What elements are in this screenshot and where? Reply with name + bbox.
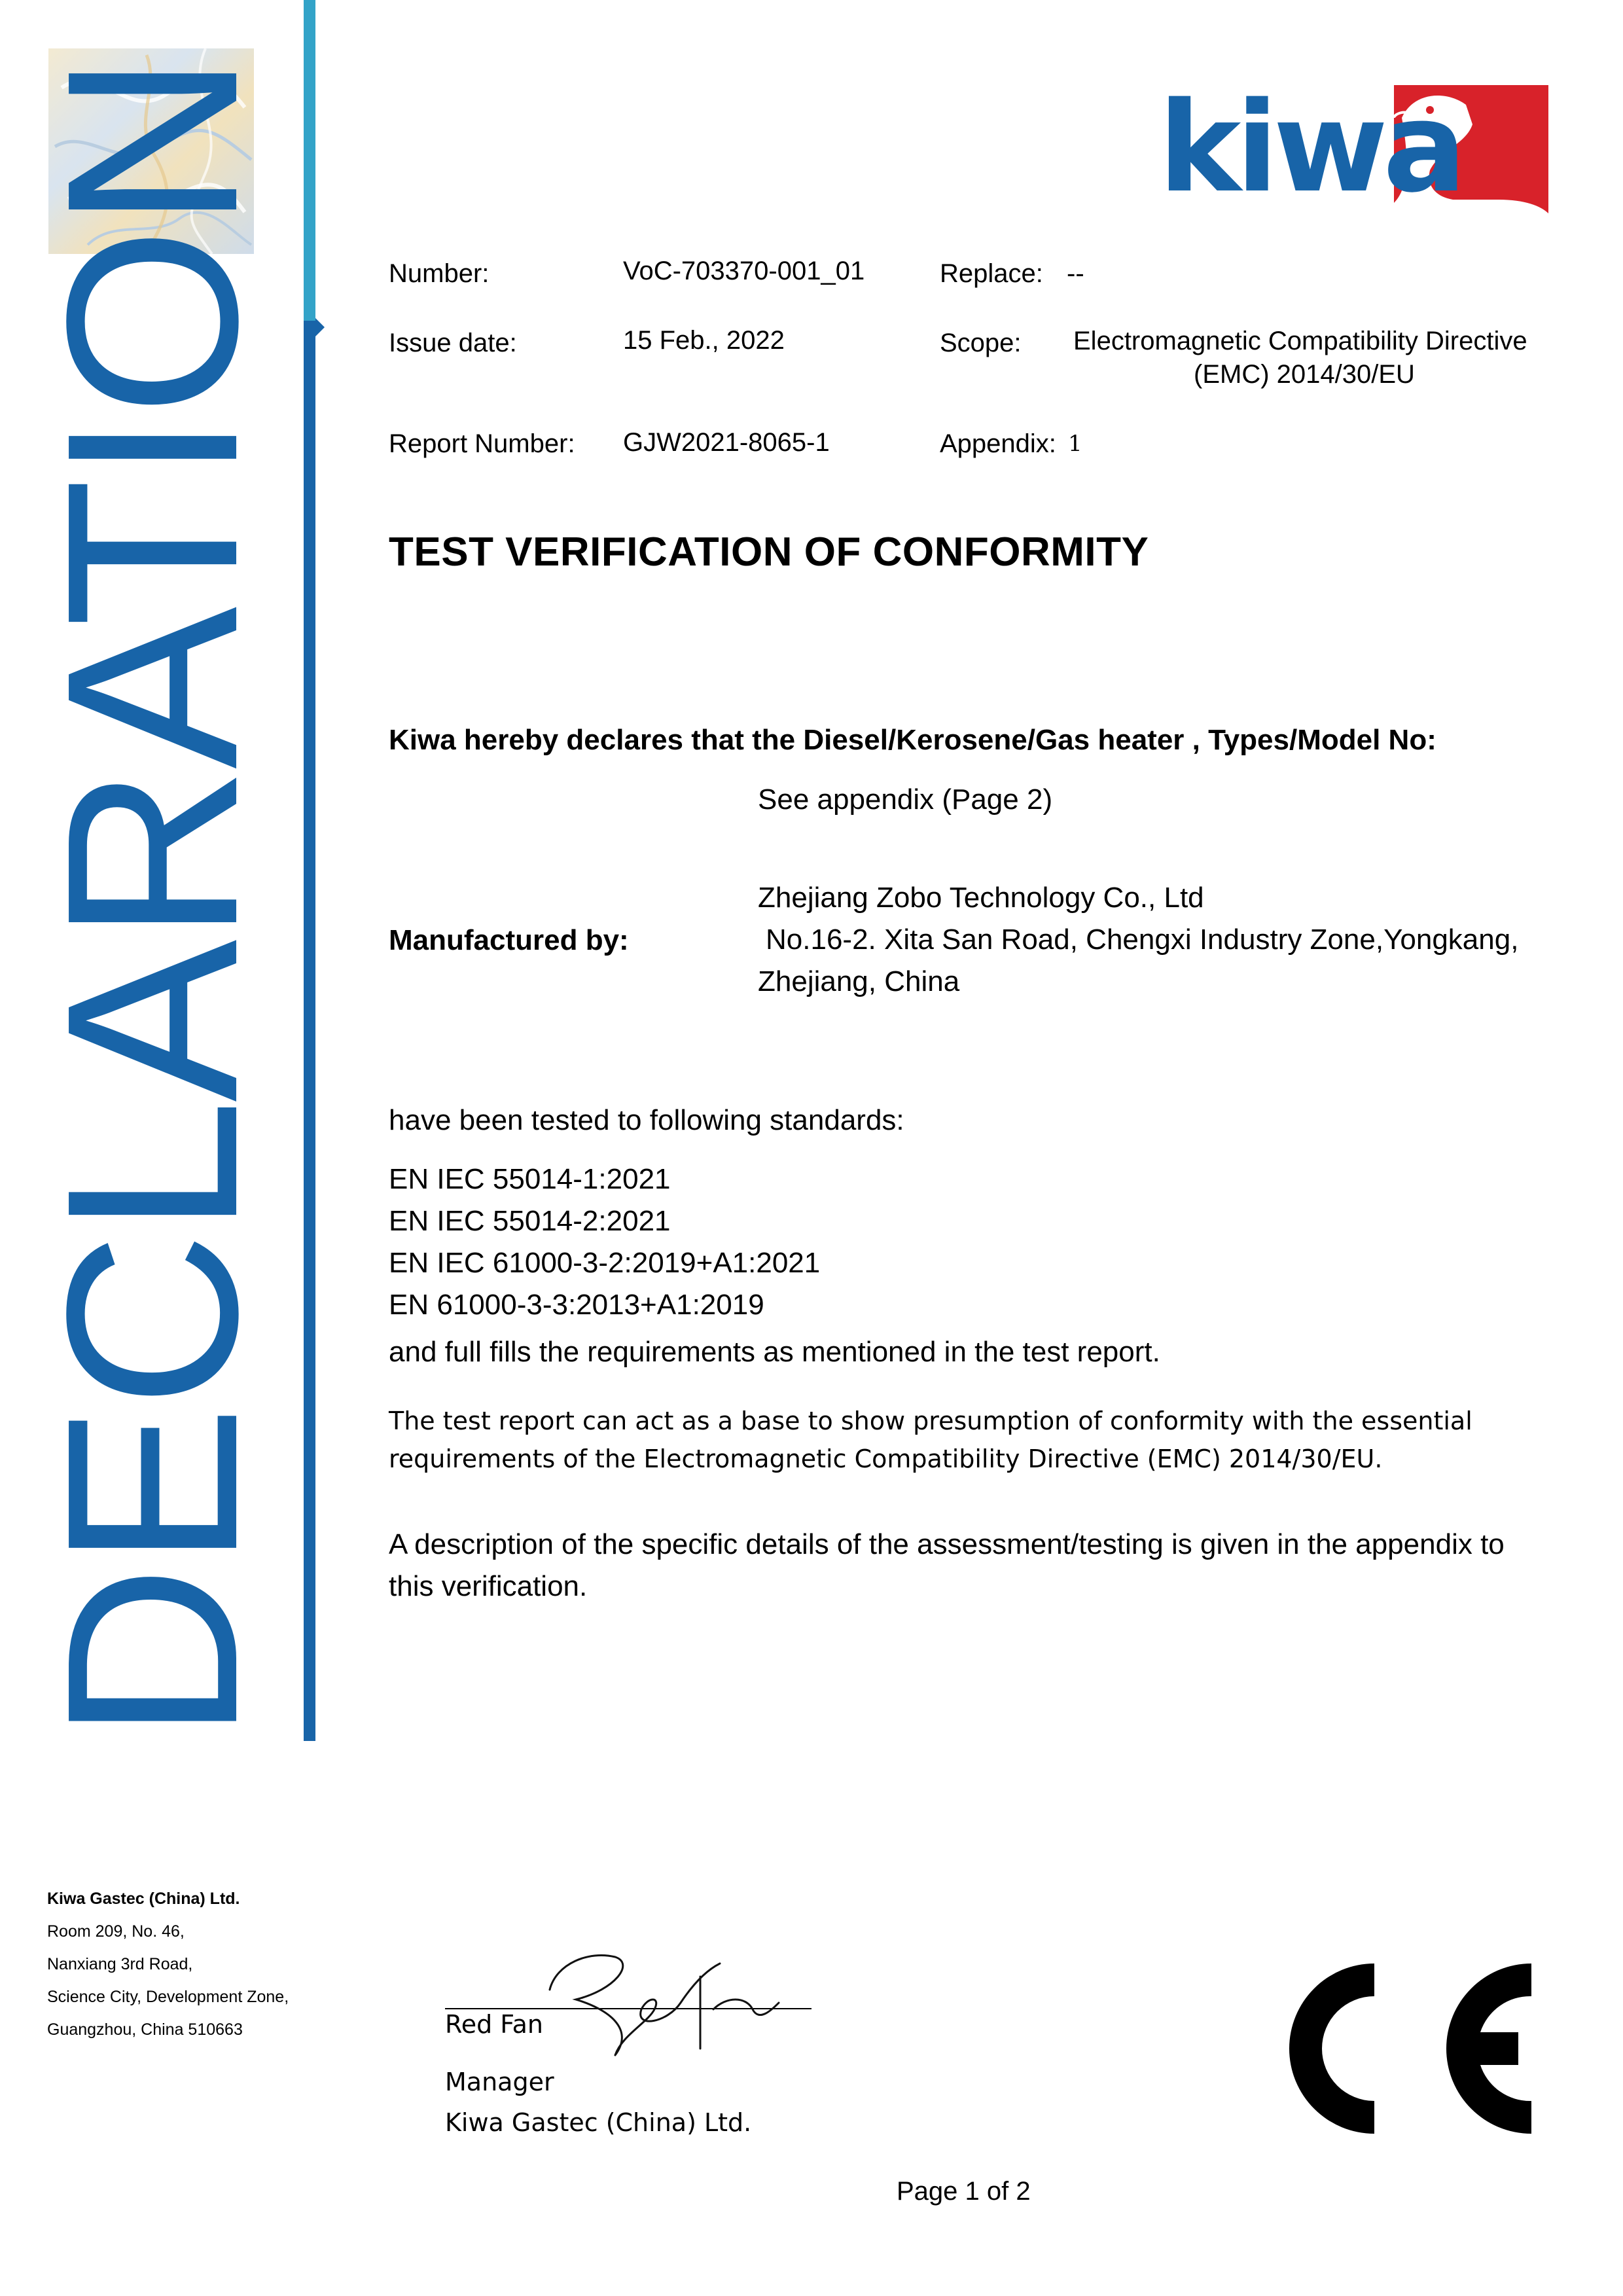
footer-address-line: Guangzhou, China 510663: [47, 2020, 243, 2039]
scope-line-1: Electromagnetic Compatibility Directive: [1073, 327, 1527, 355]
presumption-line-2: requirements of the Electromagnetic Compatibility Directive (EMC) 2014/30/EU.: [389, 1444, 1383, 1473]
description-line-1: A description of the specific details of the assessment/testing is given in the appendix to: [389, 1528, 1505, 1560]
declares-statement: Kiwa hereby declares that the Diesel/Kerosene/Gas heater , Types/Model No:: [389, 724, 1436, 756]
scope-label: Scope:: [940, 329, 1022, 357]
footer-address-line: Room 209, No. 46,: [47, 1922, 185, 1941]
manufacturer-name: Zhejiang Zobo Technology Co., Ltd: [758, 882, 1204, 914]
footer-address: [47, 1882, 289, 2046]
scope-line-2: (EMC) 2014/30/EU: [1194, 360, 1415, 389]
tested-intro: have been tested to following standards:: [389, 1104, 904, 1136]
manufacturer-label: Manufactured by:: [389, 924, 629, 956]
footer-address-line: Nanxiang 3rd Road,: [47, 1955, 193, 1973]
sidebar-bar-accent: [304, 0, 315, 321]
logo-wordmark: kiwa: [1158, 75, 1462, 220]
page-number: Page 1 of 2: [897, 2177, 1031, 2206]
appendix-value: 1: [1068, 431, 1082, 457]
signatory-name: Red Fan: [445, 2010, 544, 2039]
number-value: VoC-703370-001_01: [623, 257, 865, 285]
footer-address-line: Science City, Development Zone,: [47, 1988, 289, 2006]
issue-date-value: 15 Feb., 2022: [623, 326, 785, 355]
document-title: TEST VERIFICATION OF CONFORMITY: [389, 529, 1149, 575]
footer-company: Kiwa Gastec (China) Ltd.: [47, 1890, 240, 1908]
declaration-heading: DECLARATION: [16, 56, 288, 1741]
number-label: Number:: [389, 259, 490, 288]
fulfills-statement: and full fills the requirements as mentioned in the test report.: [389, 1336, 1160, 1368]
standard-item: EN IEC 55014-2:2021: [389, 1205, 671, 1237]
standard-item: EN 61000-3-3:2013+A1:2019: [389, 1289, 764, 1321]
standard-item: EN IEC 55014-1:2021: [389, 1163, 671, 1195]
replace-label: Replace:: [940, 259, 1043, 288]
presumption-line-1: The test report can act as a base to show presumption of conformity with the essential: [389, 1407, 1472, 1435]
signatory-company: Kiwa Gastec (China) Ltd.: [445, 2108, 752, 2137]
description-line-2: this verification.: [389, 1570, 588, 1602]
manufacturer-address-2: Zhejiang, China: [758, 965, 960, 997]
report-number-value: GJW2021-8065-1: [623, 428, 830, 457]
sidebar-bar-notch: [315, 318, 325, 336]
manufacturer-address-1: No.16-2. Xita San Road, Chengxi Industry Zone,Yongkang,: [766, 924, 1519, 956]
appendix-label: Appendix:: [940, 429, 1056, 458]
ce-mark: [1276, 1950, 1538, 2147]
see-appendix: See appendix (Page 2): [758, 783, 1053, 816]
kiwa-logo: [1158, 75, 1551, 229]
report-number-label: Report Number:: [389, 429, 575, 458]
standard-item: EN IEC 61000-3-2:2019+A1:2021: [389, 1247, 821, 1279]
issue-date-label: Issue date:: [389, 329, 517, 357]
signatory-title: Manager: [445, 2068, 554, 2096]
handwritten-signature: [537, 1937, 785, 2068]
replace-value: --: [1067, 259, 1084, 288]
